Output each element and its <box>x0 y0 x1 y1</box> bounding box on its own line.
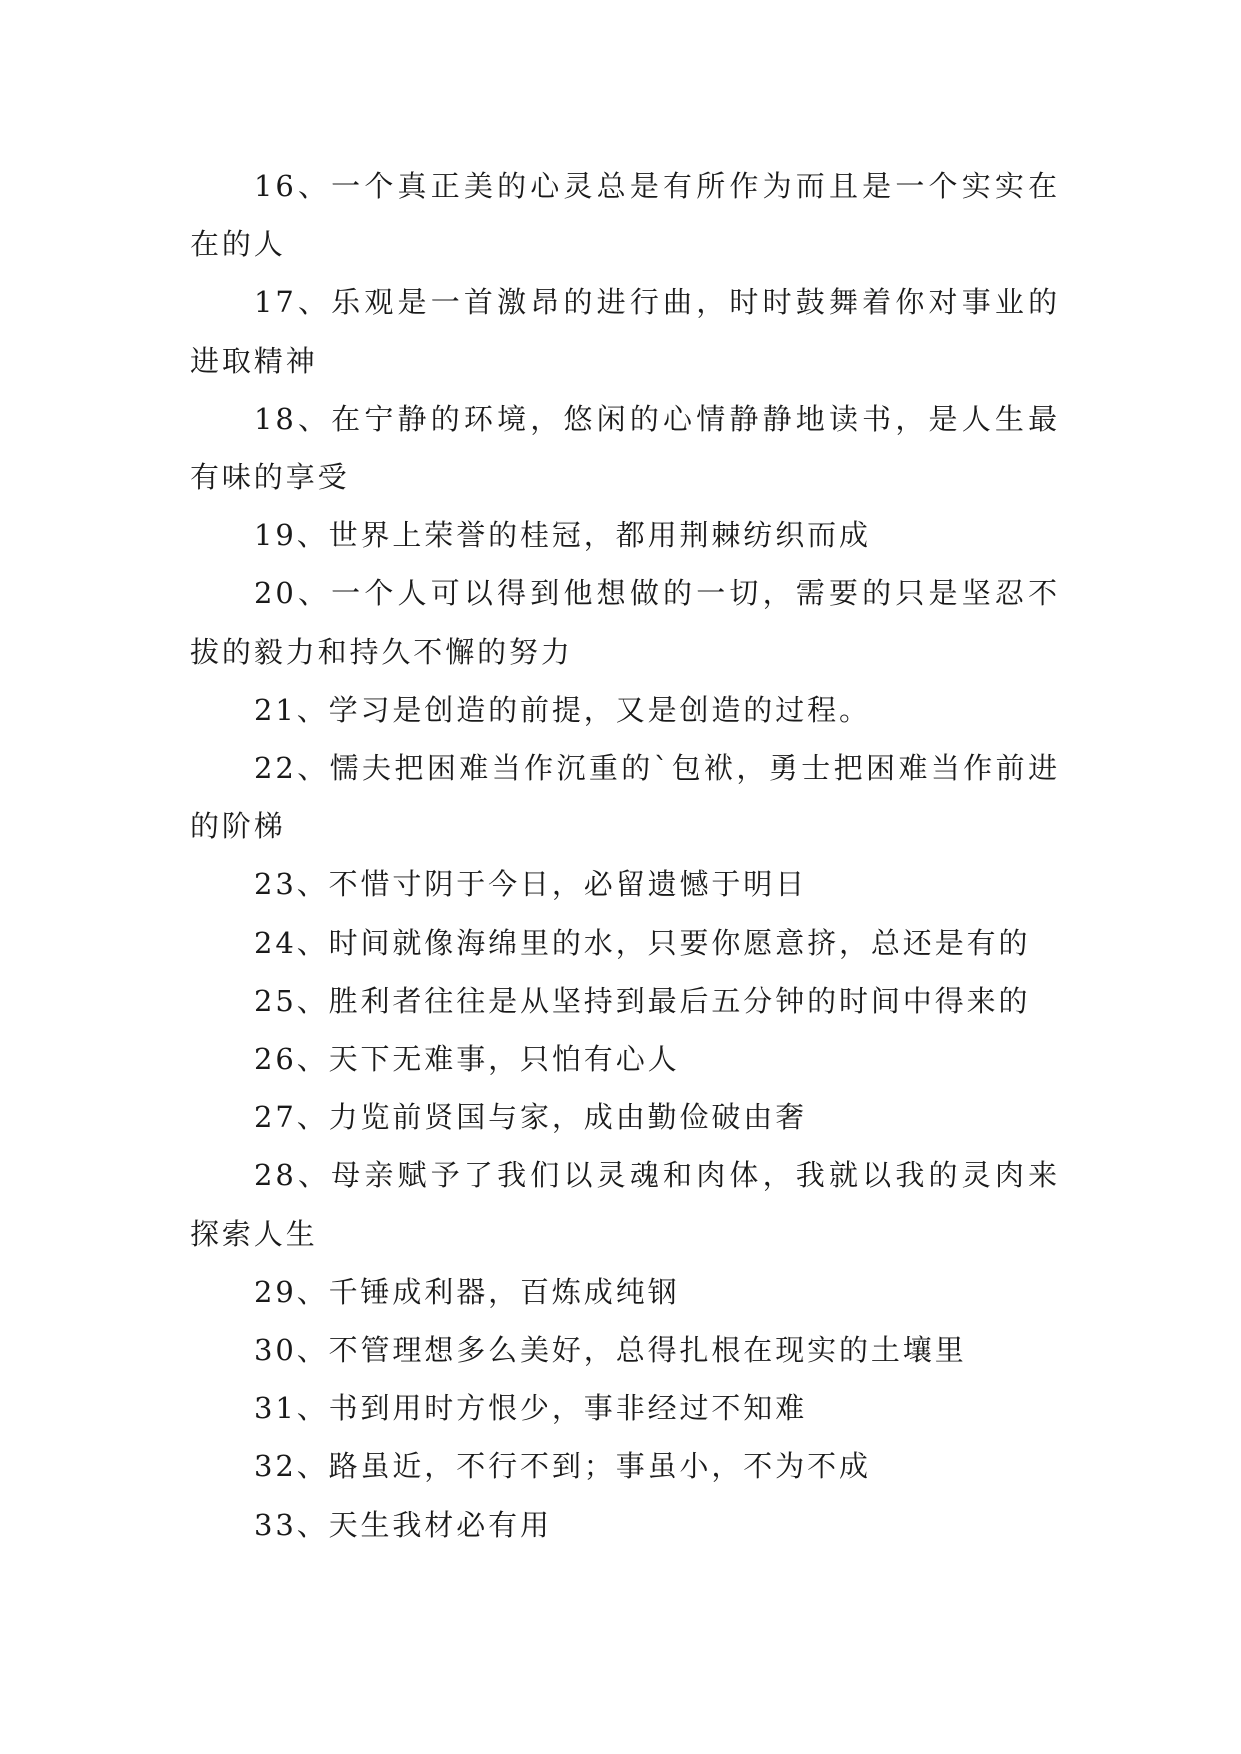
quote-21: 21、学习是创造的前提，又是创造的过程。 <box>254 692 871 727</box>
quote-26: 26、天下无难事，只怕有心人 <box>254 1042 680 1077</box>
quote-list <box>190 157 1060 1554</box>
quote-33: 33、天生我材必有用 <box>254 1507 552 1542</box>
quote-23: 23、不惜寸阴于今日，必留遗憾于明日 <box>254 867 808 902</box>
quote-16: 16、一个真正美的心灵总是有所作为而且是一个实实在在的人 <box>190 169 1060 262</box>
quote-32: 32、路虽近，不行不到；事虽小，不为不成 <box>254 1449 871 1484</box>
quote-30: 30、不管理想多么美好，总得扎根在现实的土壤里 <box>254 1333 967 1368</box>
quote-27: 27、力览前贤国与家，成由勤俭破由奢 <box>254 1100 808 1135</box>
quote-18: 18、在宁静的环境，悠闲的心情静静地读书，是人生最有味的享受 <box>190 401 1060 495</box>
quote-24: 24、时间就像海绵里的水，只要你愿意挤，总还是有的 <box>254 925 1031 960</box>
quote-31: 31、书到用时方恨少，事非经过不知难 <box>254 1391 808 1426</box>
quote-17: 17、乐观是一首激昂的进行曲，时时鼓舞着你对事业的进取精神 <box>190 285 1060 378</box>
quote-28: 28、母亲赋予了我们以灵魂和肉体，我就以我的灵肉来探索人生 <box>190 1158 1060 1251</box>
quote-22: 22、懦夫把困难当作沉重的`包袱，勇士把困难当作前进的阶梯 <box>190 751 1060 844</box>
quote-25: 25、胜利者往往是从坚持到最后五分钟的时间中得来的 <box>254 983 1031 1018</box>
quote-19: 19、世界上荣誉的桂冠，都用荆棘纺织而成 <box>254 518 871 553</box>
quote-29: 29、千锤成利器，百炼成纯钢 <box>254 1274 680 1309</box>
quote-20: 20、一个人可以得到他想做的一切，需要的只是坚忍不拔的毅力和持久不懈的努力 <box>190 576 1060 669</box>
